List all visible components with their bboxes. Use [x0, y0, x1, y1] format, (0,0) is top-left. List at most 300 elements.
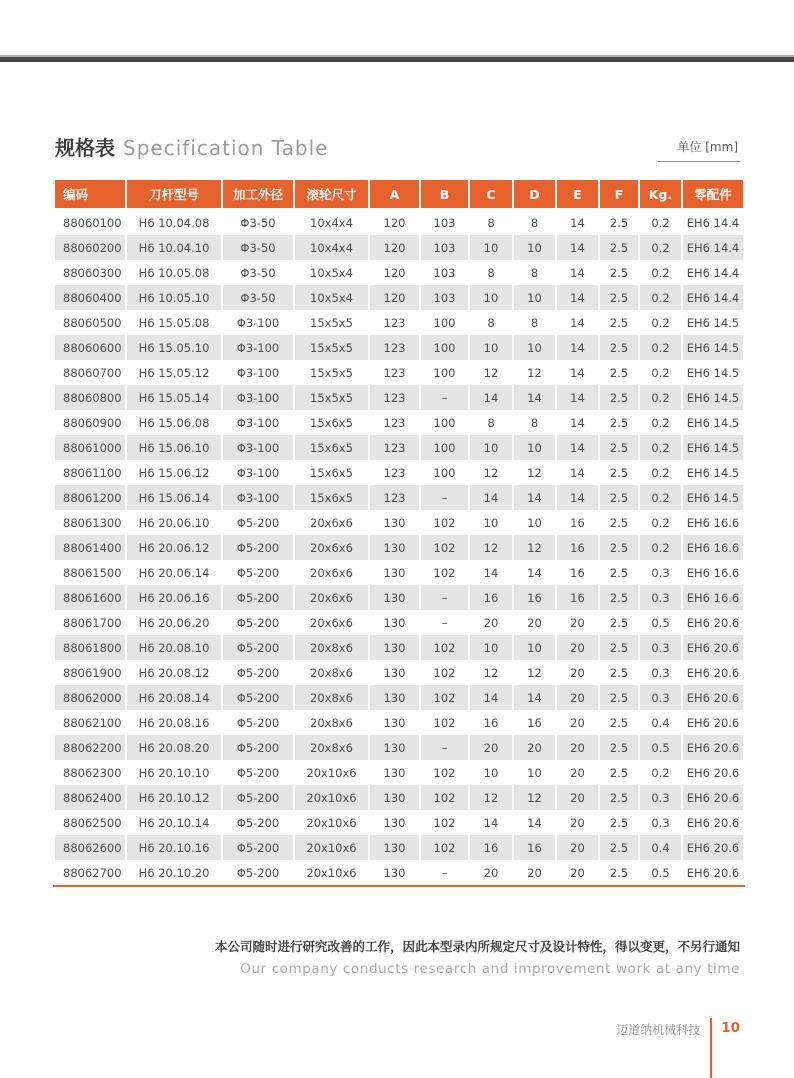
table-cell: 130 — [370, 635, 419, 660]
table-cell: EH6 14.4 — [683, 235, 743, 260]
table-cell: 14 — [514, 810, 555, 835]
table-cell: 123 — [370, 485, 419, 510]
table-cell: 12 — [514, 535, 555, 560]
column-header: B — [421, 180, 468, 210]
table-cell: 12 — [514, 660, 555, 685]
table-cell: 123 — [370, 310, 419, 335]
table-cell: H6 20.08.20 — [127, 735, 221, 760]
table-row — [55, 835, 743, 860]
table-row — [55, 810, 743, 835]
table-cell: 20 — [557, 635, 598, 660]
table-cell: Φ5-200 — [223, 835, 293, 860]
table-cell: 10 — [470, 285, 512, 310]
table-cell: 0.3 — [640, 560, 681, 585]
table-cell: 88060500 — [55, 310, 125, 335]
table-cell: 100 — [421, 310, 468, 335]
table-cell: EH6 20.6 — [683, 685, 743, 710]
table-cell: 10 — [470, 635, 512, 660]
table-cell: 2.5 — [600, 335, 638, 360]
table-cell: 130 — [370, 860, 419, 885]
table-cell: 88061700 — [55, 610, 125, 635]
table-cell: Φ5-200 — [223, 685, 293, 710]
table-cell: 14 — [470, 810, 512, 835]
table-cell: Φ3-50 — [223, 260, 293, 285]
table-cell: 14 — [514, 385, 555, 410]
table-cell: 2.5 — [600, 585, 638, 610]
table-cell: EH6 14.5 — [683, 335, 743, 360]
table-cell: 102 — [421, 560, 468, 585]
table-cell: 0.3 — [640, 785, 681, 810]
table-cell: 123 — [370, 460, 419, 485]
table-cell: 130 — [370, 510, 419, 535]
table-cell: 20 — [557, 760, 598, 785]
table-cell: 20 — [557, 685, 598, 710]
table-cell: EH6 14.5 — [683, 310, 743, 335]
table-row — [55, 860, 743, 885]
table-cell: 0.2 — [640, 535, 681, 560]
table-cell: 120 — [370, 285, 419, 310]
table-cell: 20 — [514, 610, 555, 635]
table-cell: 2.5 — [600, 210, 638, 235]
table-header-row — [55, 180, 743, 210]
table-cell: EH6 14.4 — [683, 260, 743, 285]
table-cell: 20 — [557, 785, 598, 810]
table-cell: 10 — [470, 760, 512, 785]
table-cell: H6 20.08.12 — [127, 660, 221, 685]
table-cell: 15x5x5 — [295, 310, 368, 335]
table-cell: 103 — [421, 235, 468, 260]
table-cell: 2.5 — [600, 360, 638, 385]
table-cell: 14 — [470, 385, 512, 410]
table-cell: 102 — [421, 660, 468, 685]
table-cell: 20 — [557, 660, 598, 685]
table-cell: 88060100 — [55, 210, 125, 235]
table-cell: 88062300 — [55, 760, 125, 785]
table-cell: H6 20.06.20 — [127, 610, 221, 635]
table-cell: H6 20.08.14 — [127, 685, 221, 710]
table-cell: Φ5-200 — [223, 535, 293, 560]
table-cell: EH6 16.6 — [683, 585, 743, 610]
table-cell: Φ5-200 — [223, 735, 293, 760]
table-cell: 0.2 — [640, 760, 681, 785]
table-cell: Φ5-200 — [223, 610, 293, 635]
table-cell: 88061200 — [55, 485, 125, 510]
table-cell: 130 — [370, 810, 419, 835]
table-cell: 102 — [421, 760, 468, 785]
table-cell: 120 — [370, 210, 419, 235]
table-cell: 0.4 — [640, 835, 681, 860]
table-cell: 14 — [557, 210, 598, 235]
column-header: C — [470, 180, 512, 210]
table-row — [55, 435, 743, 460]
table-cell: 2.5 — [600, 860, 638, 885]
table-cell: 20 — [470, 735, 512, 760]
table-cell: 2.5 — [600, 435, 638, 460]
table-cell: 2.5 — [600, 460, 638, 485]
table-row — [55, 510, 743, 535]
table-cell: 16 — [557, 585, 598, 610]
table-cell: Φ5-200 — [223, 860, 293, 885]
table-cell: EH6 14.4 — [683, 210, 743, 235]
table-cell: 14 — [470, 485, 512, 510]
table-cell: H6 15.05.14 — [127, 385, 221, 410]
table-cell: 20x10x6 — [295, 760, 368, 785]
table-cell: Φ3-100 — [223, 410, 293, 435]
table-cell: Φ5-200 — [223, 660, 293, 685]
table-cell: 88061000 — [55, 435, 125, 460]
table-cell: Φ5-200 — [223, 785, 293, 810]
table-cell: 0.3 — [640, 660, 681, 685]
table-cell: Φ3-100 — [223, 435, 293, 460]
column-header: 刀杆型号 — [127, 180, 221, 210]
section-header — [55, 134, 740, 162]
table-cell: 2.5 — [600, 535, 638, 560]
table-cell: Φ5-200 — [223, 810, 293, 835]
table-cell: 10 — [514, 335, 555, 360]
table-cell: 130 — [370, 610, 419, 635]
table-cell: 8 — [514, 260, 555, 285]
table-cell: 0.4 — [640, 710, 681, 735]
table-cell: 123 — [370, 360, 419, 385]
table-cell: 0.2 — [640, 435, 681, 460]
table-row — [55, 485, 743, 510]
table-cell: 10 — [470, 510, 512, 535]
table-cell: – — [421, 735, 468, 760]
table-cell: 10 — [470, 335, 512, 360]
table-cell: Φ3-100 — [223, 460, 293, 485]
footer-company: 迈道纳机械科技 — [616, 1023, 701, 1037]
table-cell: 20x8x6 — [295, 710, 368, 735]
table-cell: Φ3-50 — [223, 285, 293, 310]
table-cell: Φ5-200 — [223, 635, 293, 660]
table-cell: 88061600 — [55, 585, 125, 610]
table-cell: 88062100 — [55, 710, 125, 735]
spec-table — [53, 180, 745, 887]
column-header: D — [514, 180, 555, 210]
table-cell: EH6 20.6 — [683, 860, 743, 885]
table-cell: 20 — [514, 735, 555, 760]
table-cell: 130 — [370, 685, 419, 710]
table-row — [55, 685, 743, 710]
table-cell: 102 — [421, 710, 468, 735]
table-row — [55, 610, 743, 635]
table-cell: H6 10.05.10 — [127, 285, 221, 310]
table-cell: 88061100 — [55, 460, 125, 485]
column-header: A — [370, 180, 419, 210]
table-cell: Φ5-200 — [223, 585, 293, 610]
table-cell: EH6 20.6 — [683, 610, 743, 635]
column-header: E — [557, 180, 598, 210]
table-cell: 123 — [370, 335, 419, 360]
table-cell: H6 20.06.14 — [127, 560, 221, 585]
table-row — [55, 285, 743, 310]
table-cell: 0.5 — [640, 735, 681, 760]
table-cell: H6 15.05.08 — [127, 310, 221, 335]
table-cell: EH6 20.6 — [683, 760, 743, 785]
table-cell: 123 — [370, 410, 419, 435]
table-cell: H6 10.04.10 — [127, 235, 221, 260]
table-cell: 20x10x6 — [295, 810, 368, 835]
table-cell: 12 — [470, 360, 512, 385]
table-cell: 20x8x6 — [295, 660, 368, 685]
table-row — [55, 735, 743, 760]
table-cell: H6 10.05.08 — [127, 260, 221, 285]
table-cell: 20 — [557, 710, 598, 735]
table-cell: 14 — [557, 335, 598, 360]
table-cell: – — [421, 610, 468, 635]
table-cell: 88062000 — [55, 685, 125, 710]
table-row — [55, 535, 743, 560]
table-cell: 10x5x4 — [295, 285, 368, 310]
table-cell: 2.5 — [600, 810, 638, 835]
table-cell: 8 — [514, 210, 555, 235]
table-row — [55, 460, 743, 485]
table-cell: 100 — [421, 435, 468, 460]
table-cell: EH6 14.5 — [683, 360, 743, 385]
table-cell: H6 20.08.10 — [127, 635, 221, 660]
table-cell: 20x10x6 — [295, 785, 368, 810]
table-cell: 88062200 — [55, 735, 125, 760]
table-cell: 20x6x6 — [295, 535, 368, 560]
table-cell: 20 — [557, 835, 598, 860]
table-cell: 100 — [421, 360, 468, 385]
table-cell: H6 15.06.14 — [127, 485, 221, 510]
table-cell: Φ3-100 — [223, 485, 293, 510]
disclaimer-en: Our company conducts research and improvement work at any time — [240, 961, 740, 977]
table-cell: 2.5 — [600, 310, 638, 335]
table-cell: Φ3-100 — [223, 360, 293, 385]
table-cell: 103 — [421, 285, 468, 310]
table-cell: Φ3-50 — [223, 210, 293, 235]
table-cell: 88062500 — [55, 810, 125, 835]
table-cell: 0.2 — [640, 285, 681, 310]
table-cell: Φ5-200 — [223, 710, 293, 735]
table-row — [55, 785, 743, 810]
table-cell: 88061400 — [55, 535, 125, 560]
table-cell: 12 — [470, 460, 512, 485]
table-cell: 120 — [370, 235, 419, 260]
table-cell: 14 — [557, 360, 598, 385]
table-cell: 0.3 — [640, 685, 681, 710]
footer-divider — [710, 1018, 712, 1078]
table-cell: EH6 14.5 — [683, 410, 743, 435]
column-header: 零配件 — [683, 180, 743, 210]
table-cell: 103 — [421, 260, 468, 285]
table-cell: 12 — [470, 535, 512, 560]
table-cell: H6 15.06.12 — [127, 460, 221, 485]
table-cell: 14 — [514, 685, 555, 710]
table-cell: 88061500 — [55, 560, 125, 585]
column-header: 滚轮尺寸 — [295, 180, 368, 210]
table-cell: 10x4x4 — [295, 210, 368, 235]
page-title — [55, 134, 328, 162]
table-cell: 100 — [421, 460, 468, 485]
page-number: 10 — [721, 1020, 740, 1036]
table-cell: EH6 20.6 — [683, 735, 743, 760]
table-cell: 15x5x5 — [295, 385, 368, 410]
table-cell: 20 — [557, 735, 598, 760]
table-row — [55, 710, 743, 735]
table-cell: 20x8x6 — [295, 735, 368, 760]
table-cell: 0.2 — [640, 335, 681, 360]
table-cell: EH6 20.6 — [683, 835, 743, 860]
table-cell: Φ5-200 — [223, 760, 293, 785]
table-row — [55, 235, 743, 260]
table-row — [55, 585, 743, 610]
table-cell: 15x6x5 — [295, 410, 368, 435]
table-cell: 20 — [470, 860, 512, 885]
table-cell: 16 — [514, 585, 555, 610]
table-row — [55, 385, 743, 410]
table-cell: 14 — [557, 410, 598, 435]
table-cell: EH6 16.6 — [683, 535, 743, 560]
table-cell: H6 15.05.10 — [127, 335, 221, 360]
table-cell: 20 — [514, 860, 555, 885]
table-row — [55, 260, 743, 285]
table-cell: 0.2 — [640, 210, 681, 235]
table-cell: H6 20.06.12 — [127, 535, 221, 560]
table-cell: 2.5 — [600, 410, 638, 435]
table-cell: 12 — [470, 785, 512, 810]
table-cell: 0.2 — [640, 510, 681, 535]
disclaimer-zh: 本公司随时进行研究改善的工作，因此本型录内所规定尺寸及设计特性，得以变更，不另行通知 — [214, 939, 740, 954]
table-cell: 130 — [370, 835, 419, 860]
table-cell: 88062600 — [55, 835, 125, 860]
disclaimer — [215, 938, 740, 978]
table-cell: 2.5 — [600, 285, 638, 310]
table-cell: 88062400 — [55, 785, 125, 810]
table-cell: 2.5 — [600, 835, 638, 860]
table-cell: – — [421, 585, 468, 610]
table-cell: 20 — [557, 860, 598, 885]
table-cell: 2.5 — [600, 385, 638, 410]
table-cell: 102 — [421, 685, 468, 710]
table-cell: 20x10x6 — [295, 835, 368, 860]
units-label: 单位 [mm] — [657, 138, 740, 162]
table-cell: 10 — [514, 285, 555, 310]
table-cell: 8 — [470, 410, 512, 435]
table-cell: 8 — [470, 260, 512, 285]
table-cell: 102 — [421, 785, 468, 810]
table-cell: Φ3-100 — [223, 310, 293, 335]
table-cell: 14 — [557, 260, 598, 285]
table-cell: 14 — [557, 460, 598, 485]
table-cell: 10 — [514, 235, 555, 260]
table-cell: 16 — [514, 835, 555, 860]
table-cell: Φ3-100 — [223, 335, 293, 360]
table-cell: 0.2 — [640, 485, 681, 510]
table-cell: 10x5x4 — [295, 260, 368, 285]
table-cell: 88062700 — [55, 860, 125, 885]
table-cell: 10 — [514, 435, 555, 460]
table-cell: EH6 20.6 — [683, 810, 743, 835]
table-cell: 88060600 — [55, 335, 125, 360]
table-cell: 0.2 — [640, 360, 681, 385]
table-cell: 8 — [514, 310, 555, 335]
table-row — [55, 335, 743, 360]
table-cell: 2.5 — [600, 510, 638, 535]
table-cell: 20x6x6 — [295, 510, 368, 535]
table-cell: 0.2 — [640, 460, 681, 485]
table-cell: 2.5 — [600, 685, 638, 710]
table-cell: H6 20.10.20 — [127, 860, 221, 885]
table-cell: 2.5 — [600, 635, 638, 660]
table-cell: EH6 14.5 — [683, 435, 743, 460]
table-cell: 123 — [370, 435, 419, 460]
table-cell: H6 20.10.16 — [127, 835, 221, 860]
spec-table-wrap — [55, 180, 740, 887]
table-cell: 16 — [470, 585, 512, 610]
table-cell: H6 20.10.12 — [127, 785, 221, 810]
table-cell: 0.3 — [640, 810, 681, 835]
table-cell: 20x6x6 — [295, 560, 368, 585]
table-cell: 10 — [514, 760, 555, 785]
table-cell: 0.2 — [640, 260, 681, 285]
table-cell: 2.5 — [600, 260, 638, 285]
table-cell: 12 — [514, 360, 555, 385]
table-cell: 14 — [557, 235, 598, 260]
table-row — [55, 760, 743, 785]
table-cell: 88061900 — [55, 660, 125, 685]
table-cell: EH6 20.6 — [683, 785, 743, 810]
table-cell: 102 — [421, 810, 468, 835]
page-content — [55, 0, 740, 1078]
table-cell: EH6 14.5 — [683, 385, 743, 410]
table-cell: 10 — [470, 435, 512, 460]
table-cell: 130 — [370, 735, 419, 760]
table-cell: 14 — [514, 560, 555, 585]
table-row — [55, 660, 743, 685]
table-cell: EH6 14.5 — [683, 485, 743, 510]
table-cell: 10 — [470, 235, 512, 260]
table-cell: 0.3 — [640, 635, 681, 660]
table-cell: 88060700 — [55, 360, 125, 385]
table-row — [55, 310, 743, 335]
table-cell: 14 — [557, 310, 598, 335]
table-cell: EH6 16.6 — [683, 510, 743, 535]
table-cell: 16 — [514, 710, 555, 735]
table-cell: 2.5 — [600, 710, 638, 735]
table-row — [55, 560, 743, 585]
table-cell: Φ5-200 — [223, 510, 293, 535]
table-cell: 14 — [557, 385, 598, 410]
page-title-zh: 规格表 — [55, 136, 115, 160]
table-cell: H6 15.05.12 — [127, 360, 221, 385]
table-cell: 0.2 — [640, 310, 681, 335]
table-cell: 120 — [370, 260, 419, 285]
table-cell: EH6 14.5 — [683, 460, 743, 485]
table-cell: 15x5x5 — [295, 360, 368, 385]
table-cell: 88061300 — [55, 510, 125, 535]
table-cell: 88061800 — [55, 635, 125, 660]
table-cell: 14 — [557, 435, 598, 460]
table-cell: 130 — [370, 535, 419, 560]
column-header: Kg. — [640, 180, 681, 210]
table-cell: 2.5 — [600, 735, 638, 760]
table-cell: 10 — [514, 510, 555, 535]
page-footer — [616, 1018, 740, 1078]
table-cell: 130 — [370, 560, 419, 585]
table-cell: 15x6x5 — [295, 485, 368, 510]
table-cell: 16 — [470, 710, 512, 735]
table-cell: Φ3-100 — [223, 385, 293, 410]
table-cell: 14 — [514, 485, 555, 510]
table-cell: 16 — [557, 560, 598, 585]
table-cell: 0.2 — [640, 235, 681, 260]
table-cell: 12 — [514, 460, 555, 485]
table-cell: 130 — [370, 585, 419, 610]
table-cell: EH6 20.6 — [683, 635, 743, 660]
